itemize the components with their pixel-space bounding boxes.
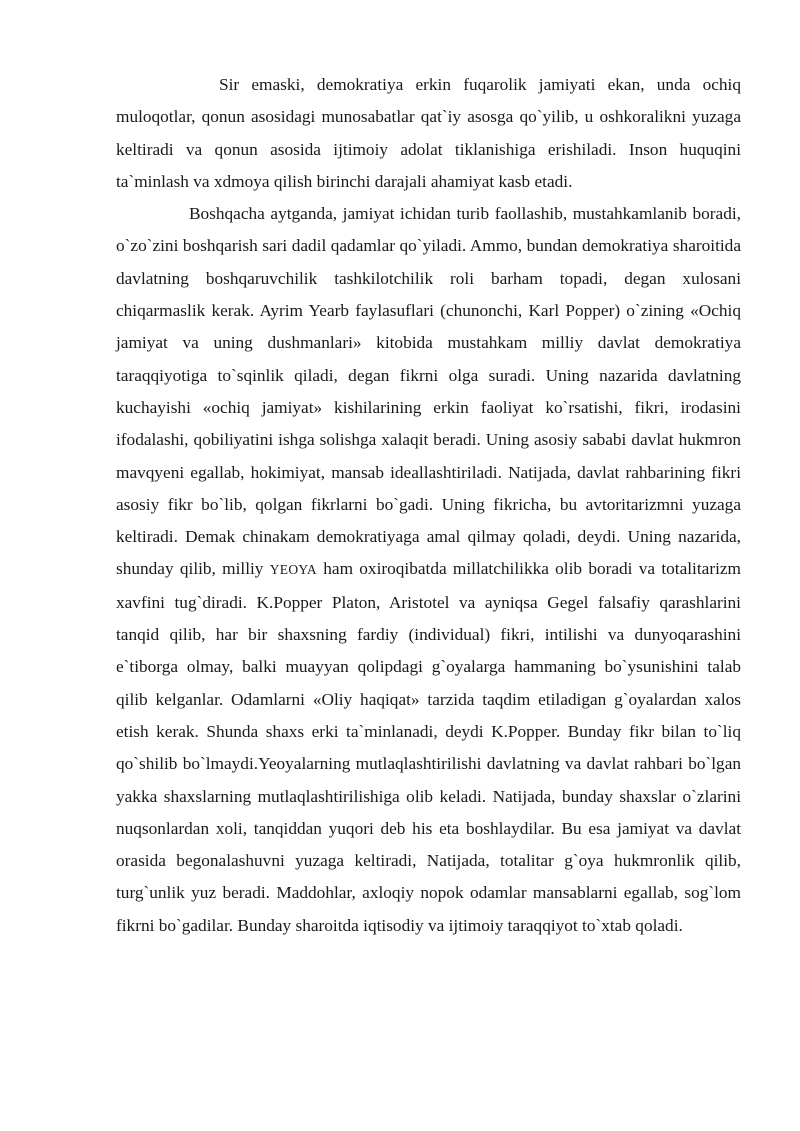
document-page xyxy=(116,69,741,942)
small-caps-word: YEOYA xyxy=(269,562,317,578)
paragraph-text-segment: Boshqacha aytganda, jamiyat ichidan turib faollashib, mustahkamlanib boradi, o`zo`zini boshqarish sari dadil qadamlar qo`yiladi. Ammo, bundan demokratiya sharoitida davlatning boshqaruvchilik tashkilotchilik roli barham topadi, degan xulosani chiqarmaslik kerak. Ayrim Yearb faylasuflari (chunonchi, Karl Popper) o`zining «Ochiq jamiyat va uning dushmanlari» kitobida mustahkam milliy davlat demokratiya taraqqiyotiga to`sqinlik qiladi, degan fikrni olga suradi. Uning nazarida davlatning kuchayishi «ochiq jamiyat» kishilarining erkin faoliyat ko`rsatishi, fikri, irodasini ifodalashi, qobiliyatini ishga solishga xalaqit beradi. Uning asosiy sababi davlat hukmron mavqyeni egallab, hokimiyat, mansab ideallashtiriladi. Natijada, davlat rahbarining fikri asosiy fikr bo`lib, qolgan fikrlarni bo`gadi. Uning fikricha, bu avtoritarizmni yuzaga keltiradi. Demak chinakam demokratiyaga amal qilmay qoladi, deydi. Uning nazarida, shunday qilib, milliy xyxy=(116,204,741,579)
paragraph xyxy=(116,198,741,942)
paragraph: Sir emaski, demokratiya erkin fuqarolik jamiyati ekan, unda ochiq muloqotlar, qonun asosidagi munosabatlar qat`iy asosga qo`yilib, u oshkoralikni yuzaga keltiradi va qonun asosida ijtimoiy adolat tiklanishiga erishiladi. Inson huquqini ta`minlash va xdmoya qilish birinchi darajali ahamiyat kasb etadi. xyxy=(116,75,741,191)
paragraph-text-segment: ham oxiroqibatda millatchilikka olib boradi va totalitarizm xavfini tug`diradi. K.Popper Platon, Aristotel va ayniqsa Gegel falsafiy qarashlarini tanqid qilib, har bir shaxsning fardiy (individual) fikri, intilishi va dunyoqarashini e`tiborga olmay, balki muayyan qolipdagi g`oyalarga hammaning bo`ysunishini talab qilib kelganlar. Odamlarni «Oliy haqiqat» tarzida taqdim etiladigan g`oyalardan xalos etish kerak. Shunda shaxs erki ta`minlanadi, deydi K.Popper. Bunday fikr bilan to`liq qo`shilib bo`lmaydi.Yeoyalarning mutlaqlashtirilishi davlatning va davlat rahbari bo`lgan yakka shaxslarning mutlaqlashtirilishiga olib keladi. Natijada, bunday shaxslar o`zlarini nuqsonlardan xoli, tanqiddan yuqori deb his eta boshlaydilar. Bu esa jamiyat va davlat orasida begonalashuvni yuzaga keltiradi, Natijada, totalitar g`oya hukmronlik qilib, turg`unlik yuz beradi. Maddohlar, axloqiy nopok odamlar mansablarni egallab, sog`lom fikrni bo`gadilar. Bunday sharoitda iqtisodiy va ijtimoiy taraqqiyot to`xtab qoladi. xyxy=(116,559,741,935)
